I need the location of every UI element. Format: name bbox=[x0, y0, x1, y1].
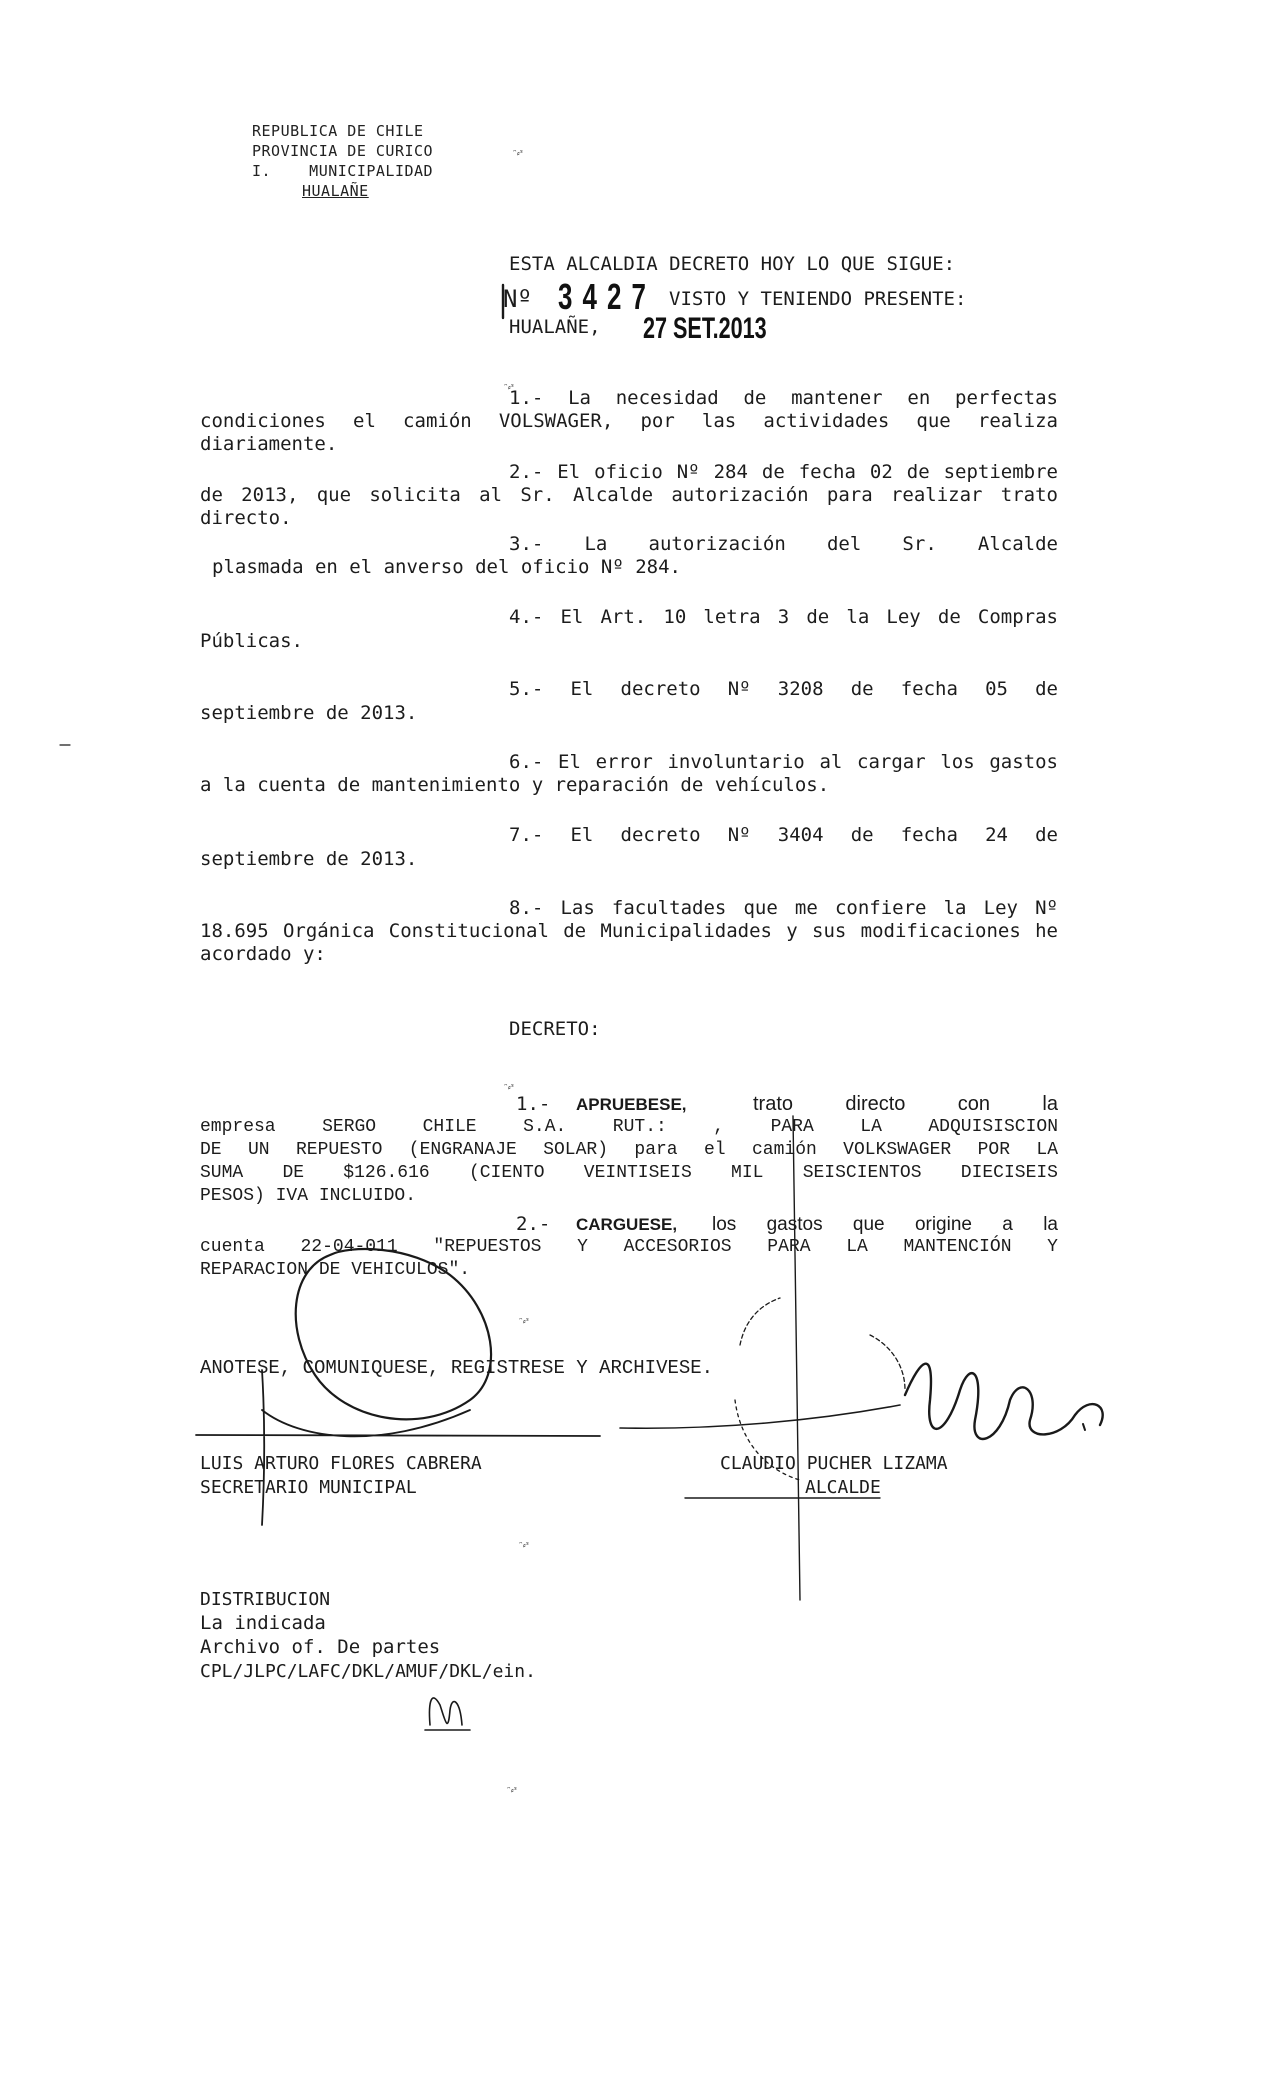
mayor-title: ALCALDE bbox=[805, 1477, 881, 1498]
resolution-2-line-3: REPARACION DE VEHICULOS". bbox=[200, 1260, 471, 1280]
resolution-1-line-5: PESOS) IVA INCLUIDO. bbox=[200, 1186, 417, 1206]
scan-mark: ᵔ⸗ᵌ bbox=[504, 383, 514, 393]
visto-item-3: 3.- La autorización del Sr. Alcalde bbox=[509, 533, 1058, 555]
visto-item-1: 1.- La necesidad de mantener en perfectas condiciones el camión VOLSWAGER, por las actividades que realiza diariamente. bbox=[200, 387, 1058, 455]
scan-mark: ᵔ⸗ᵌ bbox=[504, 1083, 514, 1093]
secretary-name: LUIS ARTURO FLORES CABRERA bbox=[200, 1453, 482, 1474]
mayor-signature bbox=[905, 1364, 1103, 1439]
distribution-item: CPL/JLPC/LAFC/DKL/AMUF/DKL/ein. bbox=[200, 1661, 536, 1682]
mayor-signature-line bbox=[620, 1405, 900, 1428]
municipal-seal bbox=[735, 1400, 800, 1480]
resolution-1-line-1: trato directo con la bbox=[753, 1093, 1058, 1115]
secretary-signature-tail bbox=[196, 1370, 600, 1525]
header-province: PROVINCIA DE CURICO bbox=[252, 142, 434, 160]
scan-mark: ᵔ⸗ᵌ bbox=[507, 1786, 517, 1796]
header-municipality: I. MUNICIPALIDAD bbox=[252, 162, 434, 180]
distribution-title: DISTRIBUCION bbox=[200, 1589, 331, 1610]
resolution-1-line-2: empresa SERGO CHILE S.A. RUT.: , PARA LA ADQUISISCION bbox=[200, 1117, 1058, 1137]
municipal-seal bbox=[870, 1335, 905, 1390]
visto-item-5-cont: septiembre de 2013. bbox=[200, 702, 418, 724]
visto-item-4: 4.- El Art. 10 letra 3 de la Ley de Compras bbox=[509, 606, 1058, 628]
crop-mark bbox=[1083, 1424, 1085, 1430]
initials-mark bbox=[425, 1698, 470, 1730]
resolution-1-number: 1.- bbox=[516, 1093, 551, 1115]
visto-item-5: 5.- El decreto Nº 3208 de fecha 05 de bbox=[509, 678, 1058, 700]
resolution-2-line-2: cuenta 22-04-011 "REPUESTOS Y ACCESORIOS PARA LA MANTENCIÓN Y bbox=[200, 1237, 1058, 1257]
visto-item-8: 8.- Las facultades que me confiere la Ley Nº 18.695 Orgánica Constitucional de Municipalidades y sus modificaciones he acordado y: bbox=[200, 897, 1058, 965]
resolution-2-number: 2.- bbox=[516, 1213, 551, 1235]
visto-heading: VISTO Y TENIENDO PRESENTE: bbox=[669, 288, 967, 310]
mayor-name: CLAUDIO PUCHER LIZAMA bbox=[720, 1453, 948, 1474]
visto-item-2: 2.- El oficio Nº 284 de fecha 02 de septiembre de 2013, que solicita al Sr. Alcalde autorización para realizar trato directo. bbox=[200, 461, 1058, 529]
visto-item-4-cont: Públicas. bbox=[200, 630, 303, 652]
scan-mark: ᵔ⸗ᵌ bbox=[513, 149, 523, 159]
scan-mark: ᵔ⸗ᵌ bbox=[519, 1317, 529, 1327]
secretary-title: SECRETARIO MUNICIPAL bbox=[200, 1477, 417, 1498]
resolution-1-keyword: APRUEBESE, bbox=[576, 1095, 687, 1114]
closing-formula: ANOTESE, COMUNIQUESE, REGISTRESE Y ARCHIVESE. bbox=[200, 1357, 714, 1379]
vertical-stroke bbox=[793, 1116, 800, 1600]
header-commune: HUALAÑE bbox=[302, 182, 369, 200]
decreto-title: DECRETO: bbox=[509, 1018, 601, 1040]
visto-item-7: 7.- El decreto Nº 3404 de fecha 24 de bbox=[509, 824, 1058, 846]
distribution-item: Archivo of. De partes bbox=[200, 1636, 441, 1658]
municipal-seal bbox=[740, 1298, 780, 1345]
header-republic: REPUBLICA DE CHILE bbox=[252, 122, 424, 140]
resolution-1-line-4: SUMA DE $126.616 (CIENTO VEINTISEIS MIL SEISCIENTOS DIECISEIS bbox=[200, 1163, 1058, 1183]
scan-mark: ᵔ⸗ᵌ bbox=[519, 1541, 529, 1551]
secretary-signature bbox=[296, 1249, 491, 1419]
resolution-2-keyword: CARGUESE, bbox=[576, 1215, 678, 1234]
visto-item-7-cont: septiembre de 2013. bbox=[200, 848, 418, 870]
decree-number: 3427 bbox=[558, 276, 656, 317]
decree-number-prefix: Nº bbox=[503, 285, 532, 313]
decree-intro: ESTA ALCALDIA DECRETO HOY LO QUE SIGUE: bbox=[509, 253, 956, 275]
decree-date-stamp: 27 SET.2013 bbox=[643, 312, 767, 345]
decree-place: HUALAÑE, bbox=[509, 316, 601, 338]
resolution-2-line-1: los gastos que origine a la bbox=[712, 1214, 1058, 1235]
visto-item-3-cont: plasmada en el anverso del oficio Nº 284. bbox=[212, 556, 681, 578]
visto-item-6: 6.- El error involuntario al cargar los gastos a la cuenta de mantenimiento y reparación de vehículos. bbox=[200, 751, 1058, 796]
resolution-1-line-3: DE UN REPUESTO (ENGRANAJE SOLAR) para el camión VOLKSWAGER POR LA bbox=[200, 1140, 1058, 1160]
distribution-item: La indicada bbox=[200, 1612, 326, 1634]
